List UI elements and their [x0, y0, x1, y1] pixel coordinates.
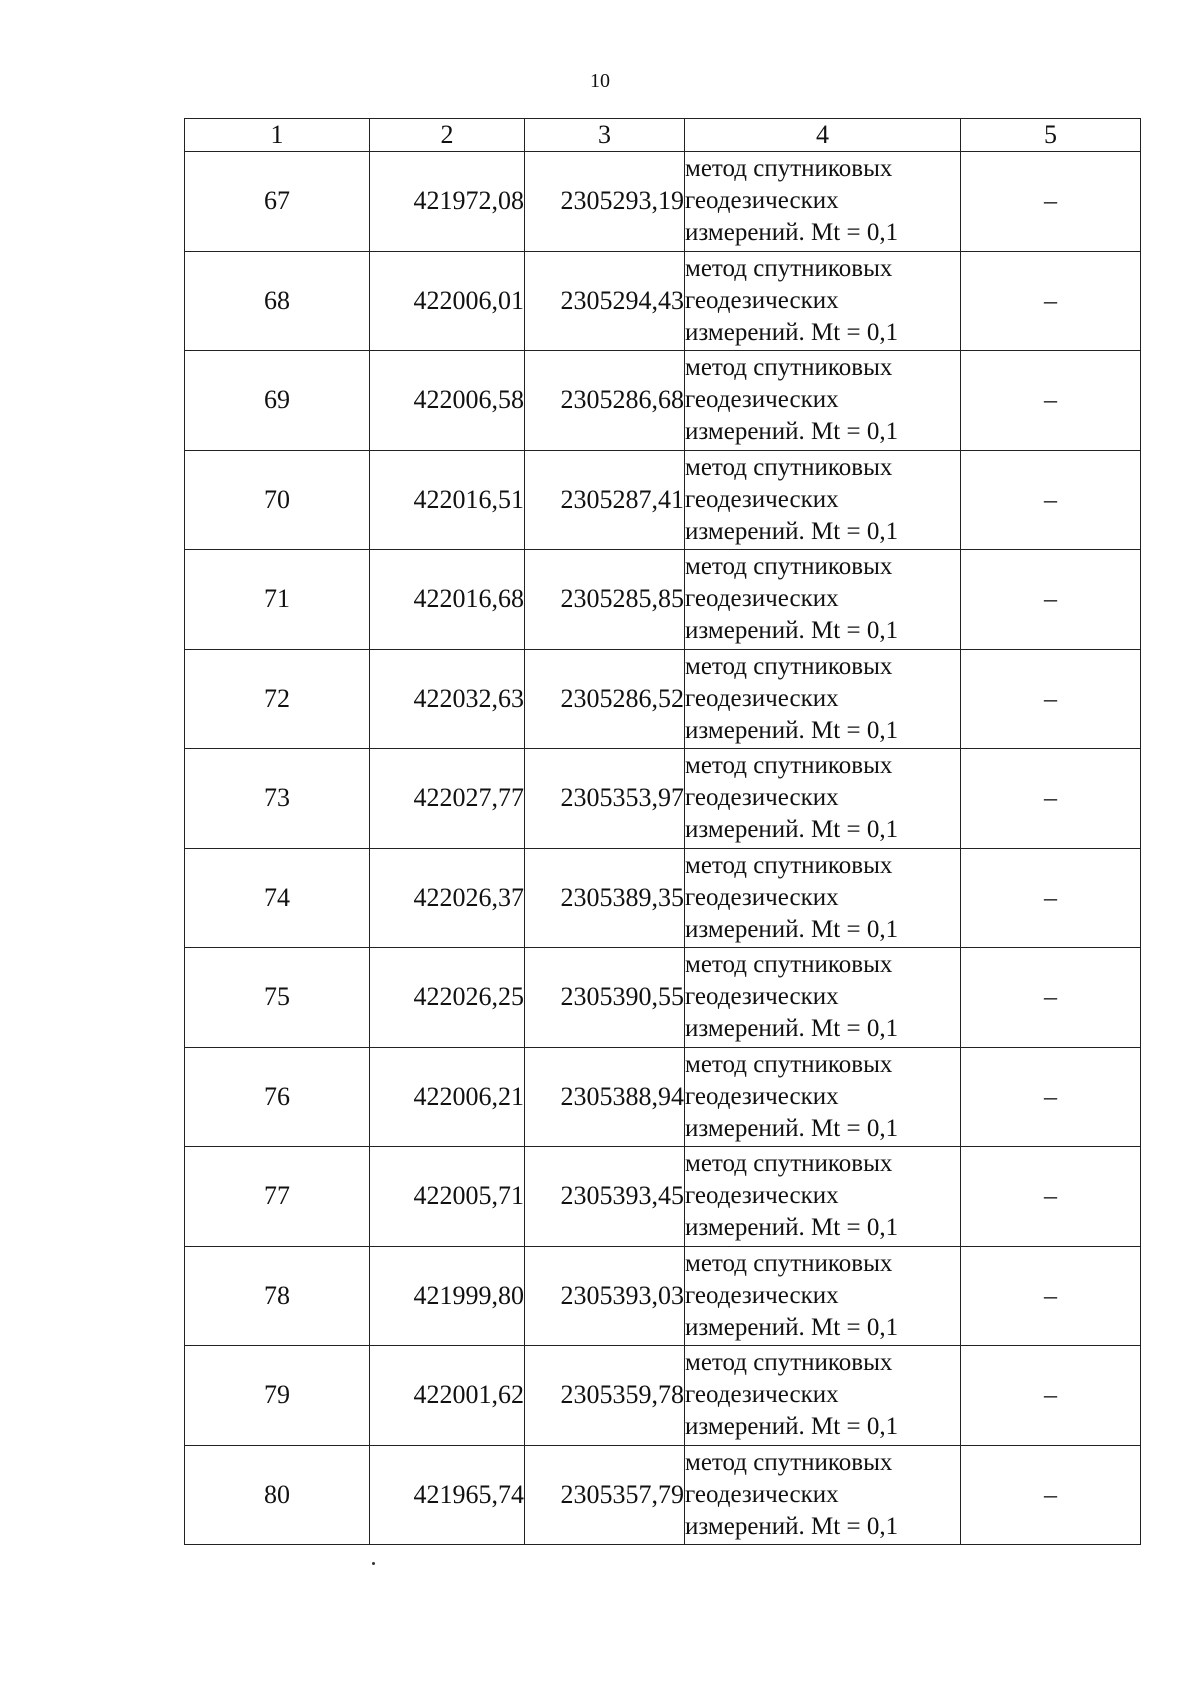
x-coordinate-cell: 421965,74: [370, 1445, 525, 1545]
y-coordinate-cell: 2305285,85: [525, 550, 685, 650]
header-col-4: 4: [685, 119, 961, 152]
y-coordinate-cell: 2305286,52: [525, 649, 685, 749]
method-line: измерений. Mt = 0,1: [685, 219, 899, 247]
table-body: [185, 152, 1141, 1545]
y-coordinate-cell: 2305294,43: [525, 251, 685, 351]
method-cell: [685, 1246, 961, 1346]
description-cell: –: [961, 1047, 1141, 1147]
point-number-cell: 79: [185, 1346, 370, 1446]
x-coordinate-cell: 421972,08: [370, 152, 525, 252]
y-coordinate-cell: 2305389,35: [525, 848, 685, 948]
method-line: геодезических: [685, 1082, 839, 1110]
y-coordinate-cell: 2305286,68: [525, 351, 685, 451]
method-line: измерений. Mt = 0,1: [685, 1413, 899, 1441]
x-coordinate-cell: 422006,58: [370, 351, 525, 451]
method-line: геодезических: [685, 1480, 839, 1508]
header-col-2: 2: [370, 119, 525, 152]
method-line: метод спутниковых: [685, 652, 893, 680]
x-coordinate-cell: 422001,62: [370, 1346, 525, 1446]
table-row: [185, 450, 1141, 550]
x-coordinate-cell: 422005,71: [370, 1147, 525, 1247]
description-cell: –: [961, 649, 1141, 749]
header-col-5: 5: [961, 119, 1141, 152]
point-number-cell: 74: [185, 848, 370, 948]
table-row: [185, 749, 1141, 849]
x-coordinate-cell: 422006,01: [370, 251, 525, 351]
method-cell: [685, 450, 961, 550]
description-cell: –: [961, 1346, 1141, 1446]
method-line: метод спутниковых: [685, 553, 893, 581]
x-coordinate-cell: 422032,63: [370, 649, 525, 749]
x-coordinate-cell: 422027,77: [370, 749, 525, 849]
y-coordinate-cell: 2305357,79: [525, 1445, 685, 1545]
table-row: [185, 649, 1141, 749]
point-number-cell: 77: [185, 1147, 370, 1247]
x-coordinate-cell: 422026,25: [370, 948, 525, 1048]
method-line: метод спутниковых: [685, 254, 893, 282]
header-col-3: 3: [525, 119, 685, 152]
method-line: измерений. Mt = 0,1: [685, 1313, 899, 1341]
y-coordinate-cell: 2305359,78: [525, 1346, 685, 1446]
description-cell: –: [961, 1147, 1141, 1247]
method-line: метод спутниковых: [685, 1448, 893, 1476]
table-row: [185, 152, 1141, 252]
method-line: геодезических: [685, 585, 839, 613]
method-cell: [685, 1147, 961, 1247]
method-line: измерений. Mt = 0,1: [685, 1512, 899, 1540]
method-cell: [685, 1445, 961, 1545]
point-number-cell: 78: [185, 1246, 370, 1346]
method-line: измерений. Mt = 0,1: [685, 1114, 899, 1142]
description-cell: –: [961, 1246, 1141, 1346]
y-coordinate-cell: 2305353,97: [525, 749, 685, 849]
method-cell: [685, 948, 961, 1048]
point-number-cell: 73: [185, 749, 370, 849]
table-row: [185, 251, 1141, 351]
method-cell: [685, 152, 961, 252]
y-coordinate-cell: 2305388,94: [525, 1047, 685, 1147]
method-line: геодезических: [685, 1281, 839, 1309]
description-cell: –: [961, 450, 1141, 550]
method-line: измерений. Mt = 0,1: [685, 318, 899, 346]
point-number-cell: 72: [185, 649, 370, 749]
table-row: [185, 848, 1141, 948]
y-coordinate-cell: 2305390,55: [525, 948, 685, 1048]
description-cell: –: [961, 550, 1141, 650]
coordinates-table: [184, 118, 1141, 1545]
x-coordinate-cell: 422016,51: [370, 450, 525, 550]
method-line: метод спутниковых: [685, 851, 893, 879]
table-row: [185, 1346, 1141, 1446]
method-line: геодезических: [685, 187, 839, 215]
method-line: измерений. Mt = 0,1: [685, 716, 899, 744]
y-coordinate-cell: 2305293,19: [525, 152, 685, 252]
point-number-cell: 80: [185, 1445, 370, 1545]
method-cell: [685, 1047, 961, 1147]
table-row: [185, 351, 1141, 451]
method-line: метод спутниковых: [685, 1150, 893, 1178]
table-row: [185, 1147, 1141, 1247]
method-line: геодезических: [685, 684, 839, 712]
method-line: измерений. Mt = 0,1: [685, 517, 899, 545]
point-number-cell: 68: [185, 251, 370, 351]
description-cell: –: [961, 749, 1141, 849]
method-line: измерений. Mt = 0,1: [685, 418, 899, 446]
table-row: [185, 1246, 1141, 1346]
method-line: метод спутниковых: [685, 1249, 893, 1277]
point-number-cell: 67: [185, 152, 370, 252]
description-cell: –: [961, 152, 1141, 252]
method-line: геодезических: [685, 1182, 839, 1210]
method-line: измерений. Mt = 0,1: [685, 617, 899, 645]
method-line: измерений. Mt = 0,1: [685, 1214, 899, 1242]
table-row: [185, 1047, 1141, 1147]
method-cell: [685, 351, 961, 451]
description-cell: –: [961, 251, 1141, 351]
method-line: метод спутниковых: [685, 155, 893, 183]
method-cell: [685, 848, 961, 948]
table-row: [185, 1445, 1141, 1545]
method-cell: [685, 649, 961, 749]
method-line: геодезических: [685, 386, 839, 414]
x-coordinate-cell: 421999,80: [370, 1246, 525, 1346]
point-number-cell: 76: [185, 1047, 370, 1147]
method-line: измерений. Mt = 0,1: [685, 915, 899, 943]
x-coordinate-cell: 422006,21: [370, 1047, 525, 1147]
y-coordinate-cell: 2305287,41: [525, 450, 685, 550]
method-line: метод спутниковых: [685, 1349, 893, 1377]
page-number: 10: [590, 70, 610, 92]
point-number-cell: 71: [185, 550, 370, 650]
method-line: геодезических: [685, 1381, 839, 1409]
description-cell: –: [961, 848, 1141, 948]
method-line: геодезических: [685, 983, 839, 1011]
header-col-1: 1: [185, 119, 370, 152]
point-number-cell: 69: [185, 351, 370, 451]
header-row: [185, 119, 1141, 152]
method-line: метод спутниковых: [685, 1050, 893, 1078]
method-line: метод спутниковых: [685, 752, 893, 780]
method-cell: [685, 749, 961, 849]
method-cell: [685, 1346, 961, 1446]
method-line: измерений. Mt = 0,1: [685, 816, 899, 844]
method-line: геодезических: [685, 286, 839, 314]
point-number-cell: 75: [185, 948, 370, 1048]
description-cell: –: [961, 1445, 1141, 1545]
x-coordinate-cell: 422026,37: [370, 848, 525, 948]
method-line: геодезических: [685, 883, 839, 911]
method-line: метод спутниковых: [685, 951, 893, 979]
method-line: метод спутниковых: [685, 453, 893, 481]
x-coordinate-cell: 422016,68: [370, 550, 525, 650]
stray-dot-mark: [372, 1562, 375, 1565]
point-number-cell: 70: [185, 450, 370, 550]
description-cell: –: [961, 948, 1141, 1048]
table-row: [185, 948, 1141, 1048]
y-coordinate-cell: 2305393,03: [525, 1246, 685, 1346]
description-cell: –: [961, 351, 1141, 451]
method-cell: [685, 550, 961, 650]
table-header: [185, 119, 1141, 152]
method-line: геодезических: [685, 784, 839, 812]
method-line: измерений. Mt = 0,1: [685, 1015, 899, 1043]
method-line: геодезических: [685, 485, 839, 513]
y-coordinate-cell: 2305393,45: [525, 1147, 685, 1247]
method-line: метод спутниковых: [685, 354, 893, 382]
table-row: [185, 550, 1141, 650]
method-cell: [685, 251, 961, 351]
